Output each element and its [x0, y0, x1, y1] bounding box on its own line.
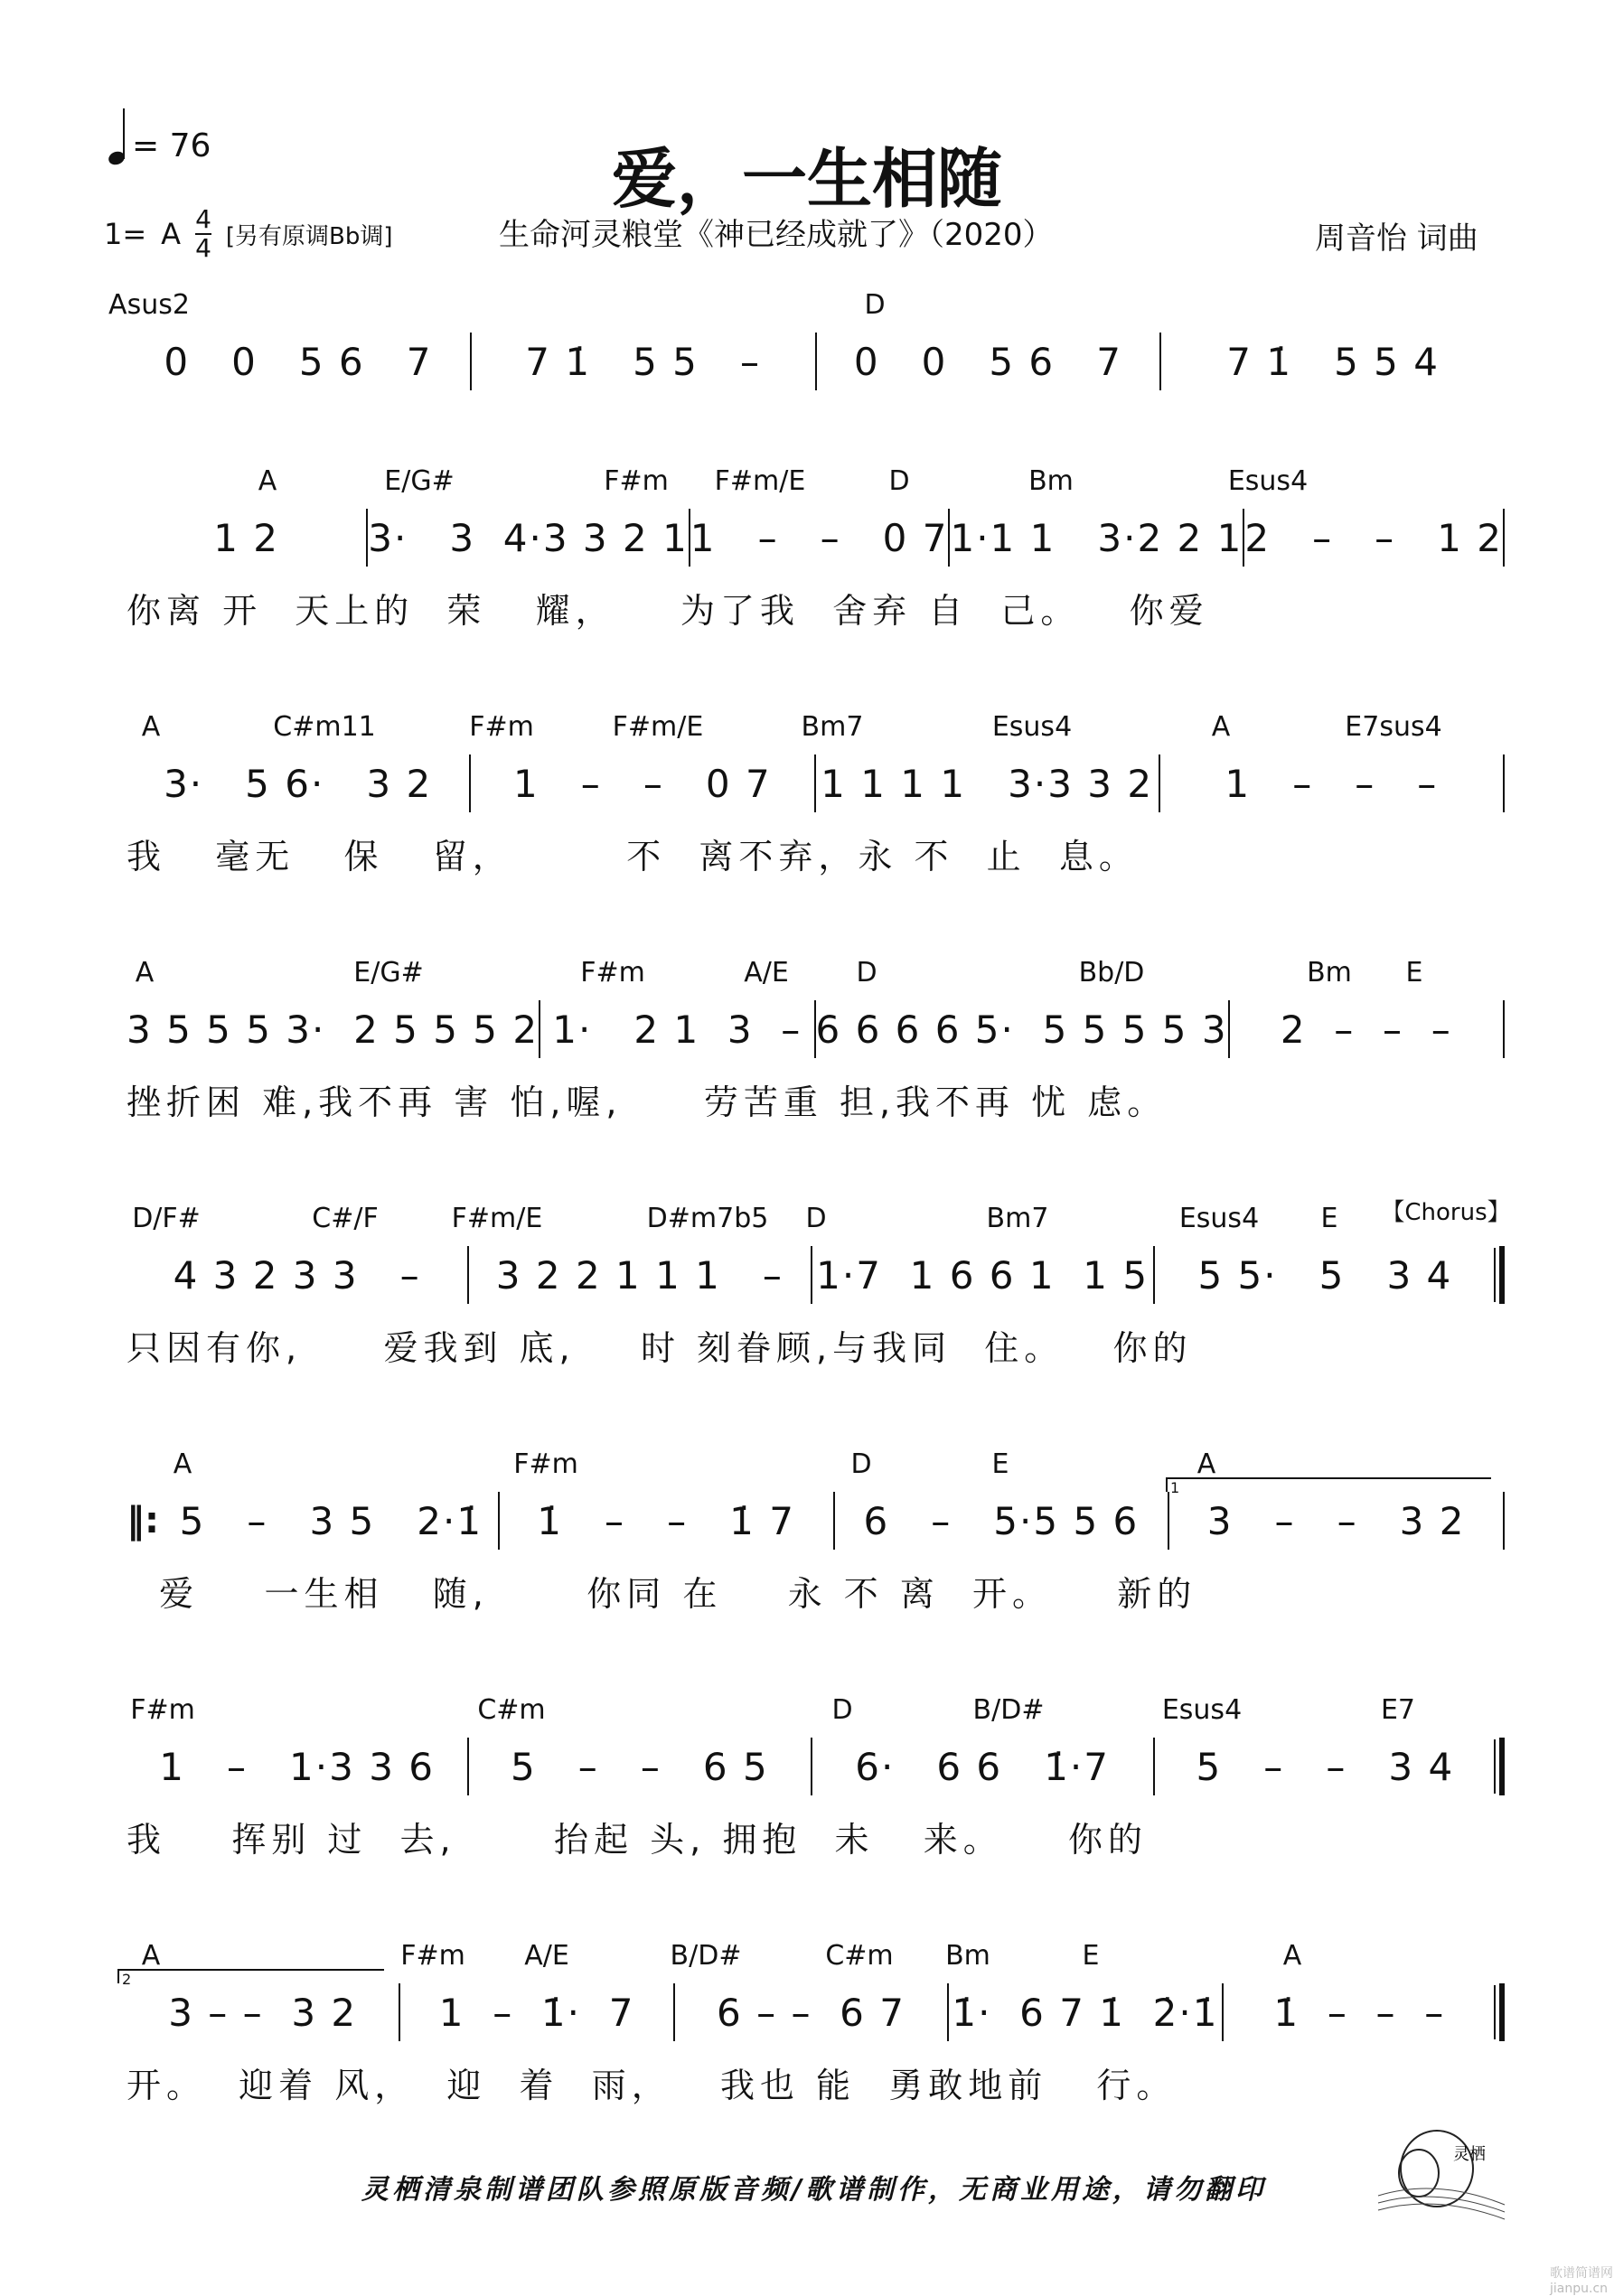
measure: 5 – – 6 5: [511, 1744, 769, 1789]
measure: 7 1̇ 5 5 4: [1226, 339, 1440, 384]
bar-line: [1503, 754, 1505, 812]
measure: 1̇· 6 7 1̇ 2̇·1̇: [952, 1990, 1219, 2035]
measure: 1̇ – – –: [1273, 1990, 1446, 2035]
measure: 1·1 1 3·2 2 1: [950, 515, 1243, 560]
chord-symbol: C#m11: [273, 711, 376, 743]
notes-line: [127, 1243, 1505, 1307]
time-bottom: 4: [195, 233, 211, 263]
chord-symbol: E: [1405, 957, 1423, 989]
measure: 1·7 1 6 6 1 1 5: [816, 1252, 1150, 1298]
measure: 4 3 2 3 3 –: [173, 1252, 421, 1298]
key-signature: [104, 206, 393, 262]
chord-symbol: D: [805, 1203, 827, 1234]
chord-symbol: Asus2: [108, 289, 190, 321]
measure: 2 – – 1 2: [1244, 515, 1503, 560]
measure: 7 1̇ 5 5 –: [525, 339, 761, 384]
time-signature: [195, 206, 211, 262]
chord-symbol: F#m: [604, 465, 669, 497]
measure: 2 – – –: [1280, 1007, 1452, 1052]
svg-text:灵栖: 灵栖: [1453, 2145, 1486, 2164]
footer-notice: 灵栖清泉制谱团队参照原版音频/歌谱制作，无商业用途，请勿翻印: [361, 2174, 1266, 2206]
chord-symbol: C#m: [477, 1694, 546, 1726]
chord-symbol: E/G#: [353, 957, 424, 989]
notes-line: [127, 1489, 1505, 1552]
chord-symbol: D/F#: [132, 1203, 201, 1234]
chord-symbol: D: [864, 289, 886, 321]
lyrics-line: 挫折困 难,我不再 害 怕,喔, 劳苦重 担,我不再 忧 虑。: [127, 1082, 1168, 1122]
chord-symbol: A: [141, 1940, 161, 1972]
chord-symbol: D: [831, 1694, 853, 1726]
measure: 3· 5 6· 3 2: [164, 761, 433, 806]
chord-symbol: Bm: [945, 1940, 990, 1972]
chord-symbol: F#m: [130, 1694, 195, 1726]
chord-symbol: Esus4: [1161, 1694, 1243, 1726]
bar-line: [1499, 1246, 1505, 1304]
measure: 3 5 5 5 3· 2 5 5 5 2: [127, 1007, 540, 1052]
chord-symbol: A: [1282, 1940, 1302, 1972]
measure: 1̇ – – 1̇ 7: [537, 1498, 795, 1543]
song-author: 周音怡 词曲: [1315, 220, 1478, 257]
notes-line: [127, 1735, 1505, 1798]
chord-symbol: D: [888, 465, 910, 497]
chord-symbol: A/E: [744, 957, 789, 989]
measure: 3 – – 3 2: [1206, 1498, 1466, 1543]
notes-line: [127, 752, 1505, 815]
chord-symbol: F#m: [469, 711, 534, 743]
chord-symbol: Bb/D: [1078, 957, 1145, 989]
measure: 3 2 2 1 1 1 –: [495, 1252, 784, 1298]
lyrics-line: 我 挥别 过 去, 抬起 头, 拥抱 未 来。 你的: [127, 1820, 1149, 1860]
chord-symbol: D: [856, 957, 877, 989]
measure: 5 5· 5 3 4: [1197, 1252, 1453, 1298]
chord-symbol: F#m/E: [714, 465, 806, 497]
chord-symbol: F#m/E: [451, 1203, 543, 1234]
chord-symbol: Esus4: [1227, 465, 1309, 497]
chord-symbol: C#m: [825, 1940, 894, 1972]
chord-symbol: E: [991, 1448, 1009, 1480]
section-label: 【Chorus】: [1381, 1199, 1511, 1226]
chord-symbol: F#m: [513, 1448, 578, 1480]
lyrics-line: 爱 一生相 随, 你同 在 永 不 离 开。 新的: [127, 1574, 1197, 1614]
chord-symbol: Bm: [1028, 465, 1074, 497]
measure: 0 0 5 6 7: [853, 339, 1122, 384]
lyrics-line: 你离 开 天上的 荣 耀， 为了我 舍弃 自 己。 你爱: [127, 591, 1209, 631]
measure: 6· 6 6 1̇·7: [855, 1744, 1110, 1789]
time-top: 4: [195, 204, 211, 234]
site-watermark: 歌谱简谱网 jianpu.cn: [1550, 2266, 1613, 2296]
lyrics-line: 只因有你, 爱我到 底, 时 刻眷顾,与我同 住。 你的: [127, 1328, 1193, 1368]
measure: 5 – – 3 4: [1196, 1744, 1455, 1789]
key-note: A: [161, 217, 182, 251]
song-title: 爱，一生相随: [611, 141, 1002, 217]
chord-symbol: D#m7b5: [646, 1203, 769, 1234]
measure: 6 – 5·5 5 6: [863, 1498, 1140, 1543]
chord-symbol: A: [258, 465, 277, 497]
chord-symbol: C#/F: [312, 1203, 379, 1234]
measure: 1 2: [213, 515, 280, 560]
chord-symbol: Bm: [1307, 957, 1352, 989]
chord-symbol: B/D#: [972, 1694, 1045, 1726]
chord-symbol: E: [1082, 1940, 1100, 1972]
chord-symbol: E/G#: [384, 465, 455, 497]
notes-line: [127, 998, 1505, 1061]
chord-symbol: E: [1320, 1203, 1338, 1234]
chord-symbol: F#m/E: [612, 711, 704, 743]
measure: 1 – – –: [1225, 761, 1439, 806]
song-source: 生命河灵粮堂《神已经成就了》（2020）: [499, 217, 1054, 253]
notes-line: [127, 506, 1505, 569]
key-label: 1=: [104, 217, 147, 251]
chord-symbol: A: [141, 711, 161, 743]
bar-line: [1503, 1000, 1505, 1058]
measure: 3· 3 4·3 3 2 1: [368, 515, 689, 560]
volta-bracket: 1: [1166, 1477, 1491, 1492]
lyrics-line: 我 毫无 保 留， 不 离不弃，永 不 止 息。: [127, 837, 1139, 876]
measure: 6 6 6 6 5· 5 5 5 5 3: [815, 1007, 1228, 1052]
repeat-end-bar: [1499, 1738, 1505, 1795]
volta-bracket: 2: [117, 1969, 384, 1983]
measure: 1 – 1·3 3 6: [159, 1744, 435, 1789]
bar-line: [1499, 1983, 1505, 2041]
repeat-start-icon: ‖:: [127, 1500, 159, 1542]
chord-symbol: B/D#: [670, 1940, 742, 1972]
chord-symbol: E7sus4: [1345, 711, 1442, 743]
chord-symbol: A: [1211, 711, 1231, 743]
chord-symbol: A: [1196, 1448, 1216, 1480]
measure: 1 1 1 1 3·3 3 2: [821, 761, 1154, 806]
lyrics-line: 开。 迎着 风， 迎 着 雨， 我也 能 勇敢地前 行。: [127, 2066, 1177, 2105]
chord-symbol: E7: [1380, 1694, 1416, 1726]
sheep-logo: [1374, 2123, 1509, 2223]
measure: 0 0 5 6 7: [164, 339, 433, 384]
chord-symbol: A/E: [524, 1940, 569, 1972]
measure: 5 – 3 5 2·1̇: [179, 1498, 483, 1543]
measure: 1 – – 0 7: [513, 761, 772, 806]
chord-symbol: A: [173, 1448, 192, 1480]
measure: 1 – – 0 7: [690, 515, 949, 560]
measure: 3 – – 3 2: [168, 1990, 358, 2035]
measure: 1· 2 1 3 –: [552, 1007, 802, 1052]
bar-line: [1503, 1492, 1505, 1550]
chord-symbol: Esus4: [991, 711, 1073, 743]
chord-symbol: Bm7: [801, 711, 864, 743]
measure: 6 – – 6 7: [717, 1990, 906, 2035]
tempo-value: = 76: [132, 127, 211, 164]
bar-line: [1503, 509, 1505, 567]
chord-symbol: Esus4: [1178, 1203, 1260, 1234]
notes-line: [127, 1981, 1505, 2044]
chord-symbol: F#m: [580, 957, 645, 989]
chord-symbol: F#m: [400, 1940, 465, 1972]
key-note-alt: [另有原调Bb调]: [225, 222, 393, 250]
chord-symbol: D: [850, 1448, 872, 1480]
notes-line: [127, 330, 1505, 393]
chord-symbol: A: [135, 957, 155, 989]
chord-symbol: Bm7: [986, 1203, 1049, 1234]
measure: 1 – 1̇· 7: [438, 1990, 635, 2035]
